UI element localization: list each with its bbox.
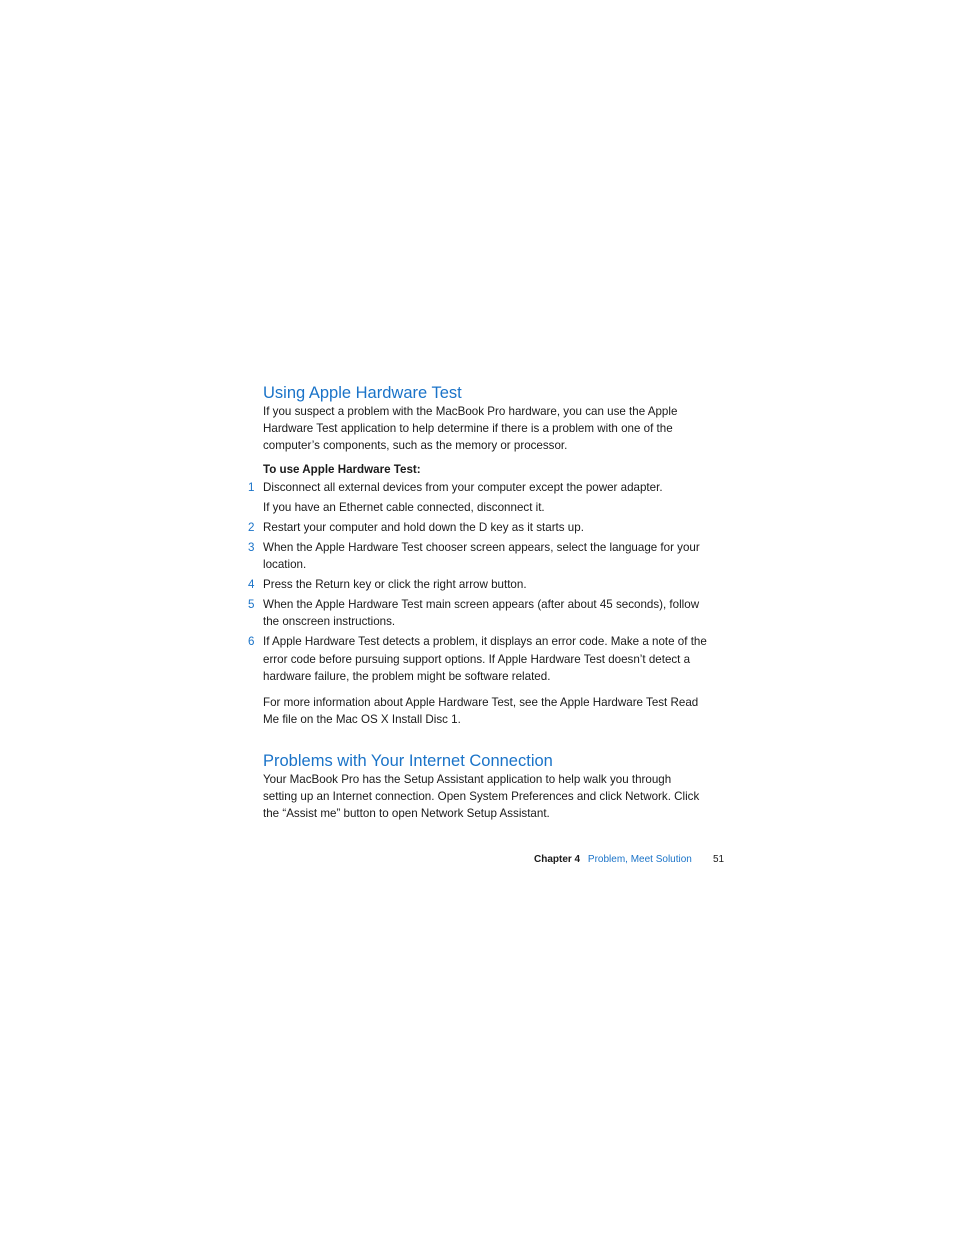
steps-list xyxy=(248,479,708,688)
section-hardware-test xyxy=(263,383,708,455)
step-text: When the Apple Hardware Test chooser screen appears, select the language for your location. xyxy=(263,541,700,572)
step-4 xyxy=(248,576,708,593)
step-6 xyxy=(248,633,708,685)
step-number: 3 xyxy=(248,541,255,554)
step-text: Disconnect all external devices from your computer except the power adapter. xyxy=(263,481,663,494)
step-2 xyxy=(248,519,708,536)
step-1 xyxy=(248,479,708,496)
step-text: When the Apple Hardware Test main screen appears (after about 45 seconds), follow the onscreen instructions. xyxy=(263,598,700,629)
step-number: 1 xyxy=(248,481,255,494)
step-3 xyxy=(248,539,708,573)
heading-problems-internet-connection: Problems with Your Internet Connection xyxy=(263,752,553,770)
step-number: 2 xyxy=(248,521,255,534)
step-number: 6 xyxy=(248,635,255,649)
step-5 xyxy=(248,596,708,630)
more-info-paragraph: For more information about Apple Hardware Test, see the Apple Hardware Test Read Me file on the Mac OS X Install Disc 1. xyxy=(263,696,699,727)
heading-using-apple-hardware-test: Using Apple Hardware Test xyxy=(263,384,462,402)
intro-paragraph: If you suspect a problem with the MacBook Pro hardware, you can use the Apple Hardware Test application to help determine if there is a problem with one of the computer’s components, such as the memory or processor. xyxy=(263,405,678,453)
more-info-container xyxy=(263,694,708,728)
page-number: 51 xyxy=(713,854,725,865)
steps-label: To use Apple Hardware Test: xyxy=(263,463,421,476)
step-number: 5 xyxy=(248,598,255,612)
page-footer xyxy=(534,853,725,867)
step-1-note: If you have an Ethernet cable connected, disconnect it. xyxy=(263,501,545,514)
footer-chapter-title: Problem, Meet Solution xyxy=(587,854,692,865)
step-text: Restart your computer and hold down the D key as it starts up. xyxy=(263,521,584,534)
section-internet-connection xyxy=(263,751,708,823)
footer-chapter: Chapter 4 xyxy=(534,854,581,865)
steps-label-container xyxy=(263,461,708,478)
step-text: If Apple Hardware Test detects a problem, it displays an error code. Make a note of the error code before pursuing support options. If Apple Hardware Test doesn’t detect a hardware failure, the problem might be software related. xyxy=(263,635,707,683)
step-text: Press the Return key or click the right arrow button. xyxy=(263,578,527,592)
internet-paragraph: Your MacBook Pro has the Setup Assistant application to help walk you through setting up an Internet connection. Open System Preferences and click Network. Click the “Assist me” button to open Network Setup Assistant. xyxy=(263,773,700,821)
step-number: 4 xyxy=(248,578,255,592)
